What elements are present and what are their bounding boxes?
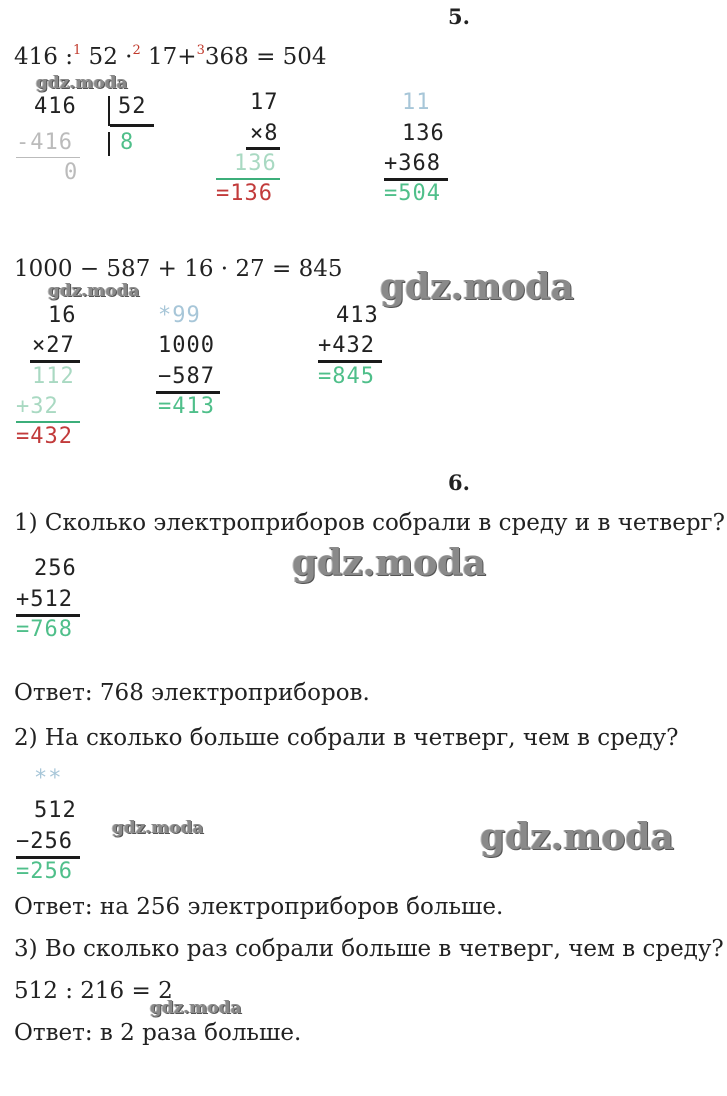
add1-second: +368 <box>384 151 441 176</box>
mul2-second: ×27 <box>32 333 75 358</box>
add1-first: 136 <box>402 121 445 146</box>
mul1-result-line <box>216 178 280 180</box>
sub2-result: =413 <box>158 394 215 419</box>
division-bar-bottom <box>108 132 110 156</box>
question-2: 2) На сколько больше собрали в четверг, чем в среду? <box>14 725 679 751</box>
task6-number: 6. <box>448 470 470 495</box>
division-subtrahend: -416 <box>16 130 73 155</box>
answer-3: Ответ: в 2 раза больше. <box>14 1020 302 1046</box>
expr1-part-a: 416 : <box>14 44 73 70</box>
watermark: gdz.moda <box>380 266 574 308</box>
order-mark-2: 2 <box>132 43 141 58</box>
mul2-result: =432 <box>16 424 73 449</box>
mul2-line <box>30 360 80 363</box>
expr1-part-c: 17+ <box>140 44 197 70</box>
sub2-first: 1000 <box>158 333 215 358</box>
order-mark-1: 1 <box>72 43 82 58</box>
task5-expression-2: 1000 − 587 + 16 · 27 = 845 <box>14 256 343 282</box>
division-remainder: 0 <box>64 160 79 185</box>
watermark: gdz.moda <box>36 73 128 93</box>
division-divisor: 52 <box>118 94 147 119</box>
answer-2: Ответ: на 256 электроприборов больше. <box>14 894 504 920</box>
division-bar-top <box>108 96 110 126</box>
calc2-first: 512 <box>34 798 77 823</box>
sub2-carry: *99 <box>158 303 201 328</box>
mul1-second: ×8 <box>250 121 279 146</box>
watermark: gdz.moda <box>292 542 486 584</box>
calc1-first: 256 <box>34 556 77 581</box>
sub2-second: −587 <box>158 364 215 389</box>
division-quotient: 8 <box>120 130 135 155</box>
answer-1: Ответ: 768 электроприборов. <box>14 680 370 706</box>
watermark: gdz.moda <box>480 816 674 858</box>
add1-result: =504 <box>384 181 441 206</box>
calc2-second: −256 <box>16 829 73 854</box>
division-dividend: 416 <box>34 94 77 119</box>
expression-3: 512 : 216 = 2 <box>14 978 173 1004</box>
watermark: gdz.moda <box>48 281 140 301</box>
add2-line <box>318 360 382 363</box>
mul1-result: =136 <box>216 181 273 206</box>
watermark: gdz.moda <box>150 998 242 1018</box>
watermark: gdz.moda <box>112 818 204 838</box>
expr1-part-b: 52 · <box>81 44 133 70</box>
division-divisor-line <box>110 124 154 127</box>
task5-expression-1 <box>14 44 327 70</box>
mul1-line <box>246 147 280 150</box>
add2-second: +432 <box>318 333 375 358</box>
question-1: 1) Сколько электроприборов собрали в среду и в четверг? <box>14 510 725 536</box>
division-underline <box>16 157 80 158</box>
add1-carry: 11 <box>402 90 431 115</box>
mul2-partial-1: 112 <box>32 364 75 389</box>
calc1-second: +512 <box>16 587 73 612</box>
calc2-carry: ** <box>34 766 63 791</box>
calc1-result: =768 <box>16 617 73 642</box>
task5-number: 5. <box>448 4 470 29</box>
add2-first: 413 <box>336 303 379 328</box>
calc2-result: =256 <box>16 859 73 884</box>
mul2-partial-2: +32 <box>16 394 59 419</box>
add2-result: =845 <box>318 364 375 389</box>
question-3: 3) Во сколько раз собрали больше в четверг, чем в среду? <box>14 936 724 962</box>
order-mark-3: 3 <box>196 43 205 58</box>
mul2-result-line <box>16 421 80 423</box>
mul1-first: 17 <box>250 90 279 115</box>
expr1-part-d: 368 = 504 <box>204 44 327 70</box>
mul1-product: 136 <box>234 151 277 176</box>
mul2-first: 16 <box>48 303 77 328</box>
